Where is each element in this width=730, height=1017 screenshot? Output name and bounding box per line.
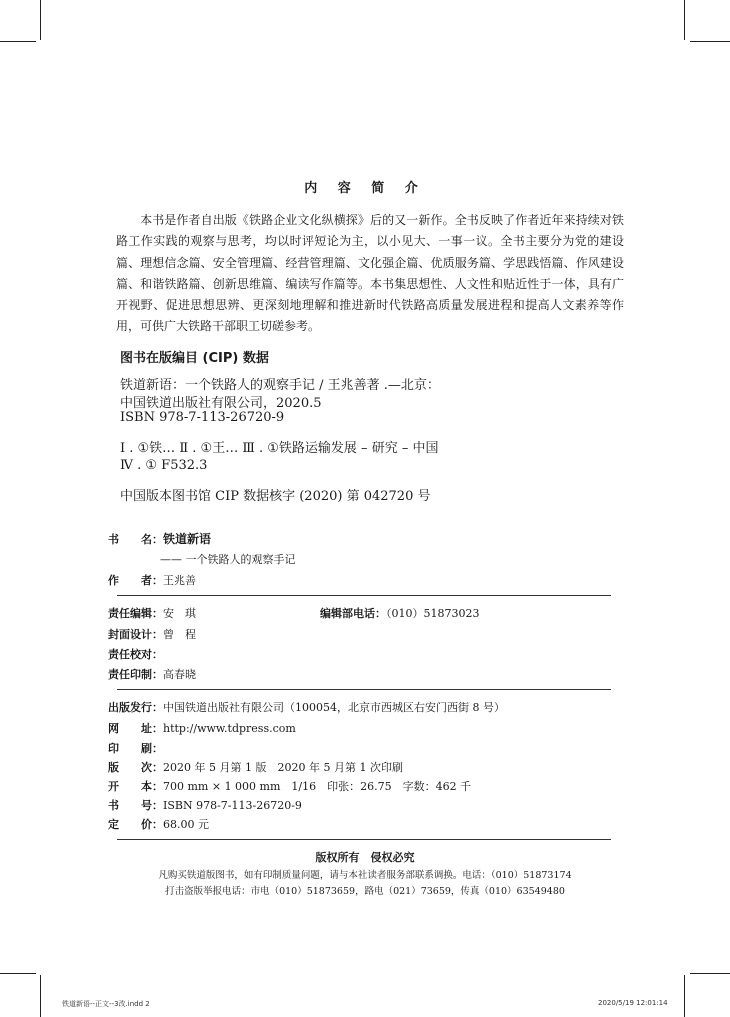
crop-mark (690, 973, 730, 974)
cip-line: Ⅳ . ① F532.3 (120, 458, 208, 473)
author-row (108, 572, 196, 588)
cover-design-label: 封面设计： (108, 628, 163, 641)
office-phone-row (320, 605, 479, 621)
edition-row (108, 759, 403, 775)
cip-line: ISBN 978-7-113-26720-9 (120, 410, 285, 425)
crop-mark (684, 0, 685, 40)
author-value: 王兆善 (163, 574, 196, 587)
edition-label: 版 次： (108, 761, 163, 774)
isbn-label: 书 号： (108, 799, 163, 812)
edition-value: 2020 年 5 月第 1 版 2020 年 5 月第 1 次印刷 (163, 761, 403, 774)
crop-mark (40, 975, 41, 1017)
publisher-row (108, 699, 505, 715)
author-label: 作 者： (108, 574, 163, 587)
cip-number: 中国版本图书馆 CIP 数据核字 (2020) 第 042720 号 (120, 489, 431, 504)
cover-design-value: 曾 程 (163, 628, 196, 641)
cip-line: Ⅰ . ①铁… Ⅱ . ①王… Ⅲ . ①铁路运输发展 – 研究 – 中国 (120, 441, 439, 456)
printing-row (108, 740, 163, 756)
cip-line: 铁道新语：一个铁路人的观察手记 / 王兆善著 .—北京： (120, 378, 440, 393)
divider (117, 689, 611, 690)
book-title-label: 书 名： (108, 533, 163, 546)
intro-title: 内 容 简 介 (304, 181, 426, 196)
printing-label: 印 刷： (108, 742, 163, 755)
cip-heading: 图书在版编目 (CIP) 数据 (120, 351, 269, 366)
book-title-value: 铁道新语 (163, 532, 212, 546)
book-title-row (108, 530, 211, 547)
publisher-value: 中国铁道出版社有限公司（100054，北京市西城区右安门西街 8 号） (163, 701, 505, 714)
divider (117, 839, 611, 840)
proofreader-row (108, 646, 163, 662)
print-manager-label: 责任印制： (108, 668, 163, 681)
crop-mark (0, 973, 36, 974)
format-value: 700 mm × 1 000 mm 1/16 印张：26.75 字数：462 千 (163, 780, 472, 793)
proofreader-label: 责任校对： (108, 648, 163, 661)
crop-mark (40, 0, 41, 40)
divider (117, 595, 611, 596)
office-phone-value: （010）51873023 (386, 607, 480, 620)
service-notice: 凡购买铁道版图书，如有印制质量问题，请与本社读者服务部联系调换。电话：（010）51873174 (158, 870, 572, 881)
editor-value: 安 琪 (163, 607, 196, 620)
book-subtitle: —— 一个铁路人的观察手记 (160, 553, 296, 566)
website-row (108, 720, 296, 736)
isbn-row (108, 797, 302, 813)
website-label: 网 址： (108, 722, 163, 735)
editor-row (108, 605, 196, 621)
cip-line: 中国铁道出版社有限公司，2020.5 (120, 396, 322, 411)
crop-mark (690, 41, 730, 42)
crop-mark (0, 41, 36, 42)
publisher-label: 出版发行： (108, 701, 163, 714)
slug-timestamp: 2020/5/19 12:01:14 (598, 999, 668, 1007)
print-manager-value: 高春晓 (163, 668, 196, 681)
cover-design-row (108, 626, 196, 642)
copyright-notice: 版权所有 侵权必究 (315, 851, 415, 864)
anti-piracy-notice: 打击盗版举报电话：市电（010）51873659，路电（021）73659，传真（010）63549480 (165, 886, 565, 897)
intro-paragraph: 本书是作者自出版《铁路企业文化纵横探》后的又一新作。全书反映了作者近年来持续对铁路工作实践的观察与思考，均以时评短论为主，以小见大、一事一议。全书主要分为党的建设篇、理想信念篇、安全管理篇、经营管理篇、文化强企篇、优质服务篇、学思践悟篇、作风建设篇、和谐铁路篇、创新思维篇、编读写作篇等。本书集思想性、人文性和贴近性于一体，具有广开视野、促进思想思辨、更深刻地理解和推进新时代铁路高质量发展进程和提高人文素养等作用，可供广大铁路干部职工切磋参考。 (116, 213, 624, 334)
isbn-value: ISBN 978-7-113-26720-9 (163, 799, 302, 812)
format-label: 开 本： (108, 780, 163, 793)
office-phone-label: 编辑部电话： (320, 607, 386, 620)
format-row (108, 778, 471, 794)
website-value: http://www.tdpress.com (163, 722, 296, 735)
price-value: 68.00 元 (163, 818, 209, 831)
price-label: 定 价： (108, 818, 163, 831)
print-manager-row (108, 666, 196, 682)
editor-label: 责任编辑： (108, 607, 163, 620)
crop-mark (684, 975, 685, 1017)
price-row (108, 816, 209, 832)
slug-filename: 铁道新语--正文--3改.indd 2 (62, 1000, 150, 1008)
